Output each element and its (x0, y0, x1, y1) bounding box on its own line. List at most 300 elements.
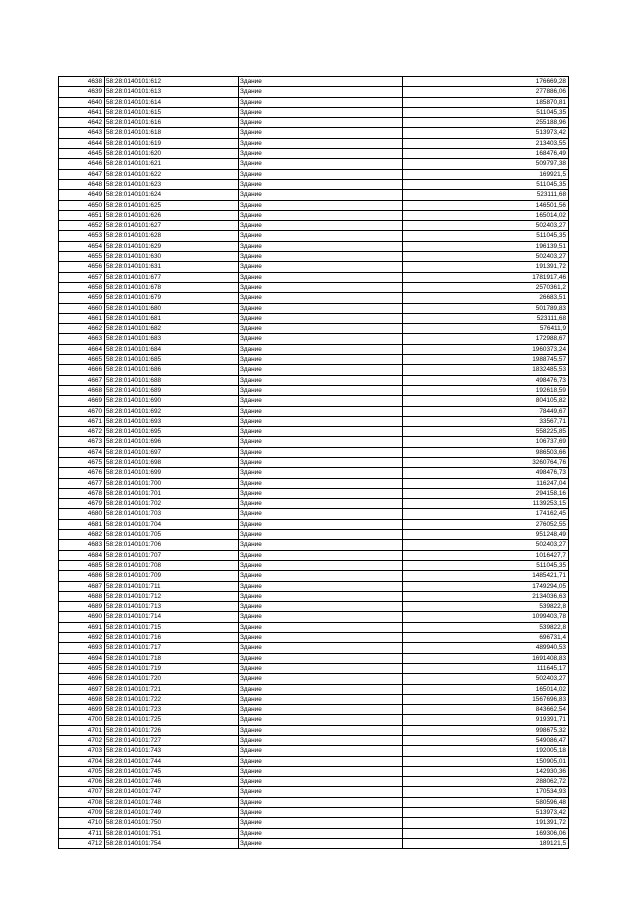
object-type-cell: Здание (239, 633, 403, 643)
object-type-cell: Здание (239, 396, 403, 406)
cadastral-value-cell: 142930,36 (403, 766, 569, 776)
table-row (59, 427, 569, 437)
cadastral-value-cell: 998675,32 (403, 725, 569, 735)
table-row (59, 241, 569, 251)
row-number-cell: 4712 (59, 838, 105, 848)
row-number-cell: 4652 (59, 221, 105, 231)
cadastral-number-cell: 58:28:0140101:715 (105, 622, 239, 632)
cadastral-number-cell: 58:28:0140101:706 (105, 540, 239, 550)
table-row (59, 179, 569, 189)
table-row (59, 530, 569, 540)
table-row (59, 282, 569, 292)
cadastral-number-cell: 58:28:0140101:623 (105, 179, 239, 189)
cadastral-number-cell: 58:28:0140101:751 (105, 828, 239, 838)
row-number-cell: 4649 (59, 190, 105, 200)
row-number-cell: 4644 (59, 138, 105, 148)
table-row (59, 602, 569, 612)
object-type-cell: Здание (239, 355, 403, 365)
cadastral-number-cell: 58:28:0140101:618 (105, 128, 239, 138)
object-type-cell: Здание (239, 190, 403, 200)
cadastral-value-cell: 843662,54 (403, 705, 569, 715)
row-number-cell: 4670 (59, 406, 105, 416)
row-number-cell: 4705 (59, 766, 105, 776)
object-type-cell: Здание (239, 241, 403, 251)
row-number-cell: 4671 (59, 416, 105, 426)
table-row (59, 303, 569, 313)
object-type-cell: Здание (239, 653, 403, 663)
object-type-cell: Здание (239, 252, 403, 262)
cadastral-value-cell: 511045,35 (403, 179, 569, 189)
cadastral-number-cell: 58:28:0140101:695 (105, 427, 239, 437)
cadastral-value-cell: 189121,5 (403, 838, 569, 848)
cadastral-value-cell: 549086,47 (403, 736, 569, 746)
cadastral-number-cell: 58:28:0140101:714 (105, 612, 239, 622)
cadastral-value-cell: 498476,73 (403, 468, 569, 478)
cadastral-value-cell: 1960373,24 (403, 344, 569, 354)
cadastral-number-cell: 58:28:0140101:684 (105, 344, 239, 354)
table-row (59, 488, 569, 498)
cadastral-number-cell: 58:28:0140101:703 (105, 509, 239, 519)
table-row (59, 149, 569, 159)
cadastral-number-cell: 58:28:0140101:630 (105, 252, 239, 262)
object-type-cell: Здание (239, 746, 403, 756)
table-row (59, 663, 569, 673)
row-number-cell: 4666 (59, 365, 105, 375)
object-type-cell: Здание (239, 674, 403, 684)
row-number-cell: 4669 (59, 396, 105, 406)
row-number-cell: 4662 (59, 324, 105, 334)
cadastral-value-cell: 111645,17 (403, 663, 569, 673)
row-number-cell: 4682 (59, 530, 105, 540)
object-type-cell: Здание (239, 427, 403, 437)
row-number-cell: 4708 (59, 797, 105, 807)
cadastral-value-cell: 951248,49 (403, 530, 569, 540)
cadastral-number-cell: 58:28:0140101:680 (105, 303, 239, 313)
row-number-cell: 4647 (59, 169, 105, 179)
cadastral-number-cell: 58:28:0140101:698 (105, 457, 239, 467)
cadastral-value-cell: 277886,06 (403, 87, 569, 97)
cadastral-number-cell: 58:28:0140101:702 (105, 499, 239, 509)
row-number-cell: 4684 (59, 550, 105, 560)
cadastral-value-cell: 276052,55 (403, 519, 569, 529)
object-type-cell: Здание (239, 530, 403, 540)
cadastral-value-cell: 2134036,63 (403, 591, 569, 601)
cadastral-value-cell: 539822,8 (403, 622, 569, 632)
cadastral-value-cell: 116247,04 (403, 478, 569, 488)
row-number-cell: 4698 (59, 694, 105, 704)
cadastral-value-cell: 3260764,76 (403, 457, 569, 467)
row-number-cell: 4655 (59, 252, 105, 262)
object-type-cell: Здание (239, 272, 403, 282)
cadastral-number-cell: 58:28:0140101:679 (105, 293, 239, 303)
object-type-cell: Здание (239, 622, 403, 632)
object-type-cell: Здание (239, 107, 403, 117)
row-number-cell: 4645 (59, 149, 105, 159)
table-row (59, 818, 569, 828)
cadastral-value-cell: 986503,66 (403, 447, 569, 457)
cadastral-value-cell: 191391,72 (403, 262, 569, 272)
cadastral-number-cell: 58:28:0140101:628 (105, 231, 239, 241)
cadastral-number-cell: 58:28:0140101:625 (105, 200, 239, 210)
object-type-cell: Здание (239, 777, 403, 787)
table-row (59, 365, 569, 375)
cadastral-number-cell: 58:28:0140101:707 (105, 550, 239, 560)
table-row (59, 581, 569, 591)
row-number-cell: 4654 (59, 241, 105, 251)
row-number-cell: 4683 (59, 540, 105, 550)
object-type-cell: Здание (239, 344, 403, 354)
row-number-cell: 4641 (59, 107, 105, 117)
table-row (59, 684, 569, 694)
cadastral-value-cell: 498476,73 (403, 375, 569, 385)
table-row (59, 571, 569, 581)
cadastral-value-cell: 1567696,83 (403, 694, 569, 704)
cadastral-value-cell: 1099403,78 (403, 612, 569, 622)
object-type-cell: Здание (239, 128, 403, 138)
cadastral-value-cell: 804105,82 (403, 396, 569, 406)
table-row (59, 499, 569, 509)
object-type-cell: Здание (239, 97, 403, 107)
cadastral-number-cell: 58:28:0140101:704 (105, 519, 239, 529)
cadastral-number-cell: 58:28:0140101:614 (105, 97, 239, 107)
cadastral-value-cell: 2570361,2 (403, 282, 569, 292)
table-row (59, 746, 569, 756)
cadastral-value-cell: 1691408,83 (403, 653, 569, 663)
object-type-cell: Здание (239, 571, 403, 581)
row-number-cell: 4640 (59, 97, 105, 107)
cadastral-value-cell: 502403,27 (403, 221, 569, 231)
object-type-cell: Здание (239, 313, 403, 323)
cadastral-value-cell: 513973,42 (403, 808, 569, 818)
cadastral-number-cell: 58:28:0140101:744 (105, 756, 239, 766)
cadastral-value-cell: 78449,67 (403, 406, 569, 416)
table-row (59, 591, 569, 601)
table-row (59, 406, 569, 416)
cadastral-number-cell: 58:28:0140101:621 (105, 159, 239, 169)
row-number-cell: 4693 (59, 643, 105, 653)
cadastral-value-cell: 696731,4 (403, 633, 569, 643)
table-body (59, 77, 569, 849)
object-type-cell: Здание (239, 334, 403, 344)
cadastral-value-cell: 185870,81 (403, 97, 569, 107)
table-row (59, 77, 569, 87)
table-row (59, 674, 569, 684)
table-row (59, 437, 569, 447)
cadastral-number-cell: 58:28:0140101:612 (105, 77, 239, 87)
cadastral-value-cell: 1988745,57 (403, 355, 569, 365)
cadastral-number-cell: 58:28:0140101:631 (105, 262, 239, 272)
cadastral-value-cell: 169921,5 (403, 169, 569, 179)
cadastral-number-cell: 58:28:0140101:745 (105, 766, 239, 776)
object-type-cell: Здание (239, 293, 403, 303)
object-type-cell: Здание (239, 437, 403, 447)
row-number-cell: 4699 (59, 705, 105, 715)
table-row (59, 252, 569, 262)
cadastral-value-cell: 1832485,53 (403, 365, 569, 375)
object-type-cell: Здание (239, 756, 403, 766)
cadastral-value-cell: 511045,35 (403, 107, 569, 117)
cadastral-value-cell: 513973,42 (403, 128, 569, 138)
cadastral-value-cell: 1016427,7 (403, 550, 569, 560)
table-row (59, 766, 569, 776)
table-row (59, 344, 569, 354)
table-row (59, 447, 569, 457)
cadastral-value-cell: 255188,96 (403, 118, 569, 128)
cadastral-number-cell: 58:28:0140101:717 (105, 643, 239, 653)
object-type-cell: Здание (239, 231, 403, 241)
row-number-cell: 4702 (59, 736, 105, 746)
cadastral-number-cell: 58:28:0140101:726 (105, 725, 239, 735)
table-row (59, 705, 569, 715)
object-type-cell: Здание (239, 149, 403, 159)
row-number-cell: 4638 (59, 77, 105, 87)
object-type-cell: Здание (239, 612, 403, 622)
object-type-cell: Здание (239, 365, 403, 375)
cadastral-number-cell: 58:28:0140101:723 (105, 705, 239, 715)
table-row (59, 169, 569, 179)
object-type-cell: Здание (239, 684, 403, 694)
object-type-cell: Здание (239, 828, 403, 838)
row-number-cell: 4692 (59, 633, 105, 643)
object-type-cell: Здание (239, 282, 403, 292)
table-row (59, 97, 569, 107)
table-row (59, 190, 569, 200)
row-number-cell: 4668 (59, 385, 105, 395)
row-number-cell: 4658 (59, 282, 105, 292)
table-row (59, 128, 569, 138)
cadastral-number-cell: 58:28:0140101:613 (105, 87, 239, 97)
table-row (59, 355, 569, 365)
table-row (59, 159, 569, 169)
object-type-cell: Здание (239, 591, 403, 601)
table-row (59, 313, 569, 323)
cadastral-number-cell: 58:28:0140101:683 (105, 334, 239, 344)
cadastral-value-cell: 106737,69 (403, 437, 569, 447)
table-row (59, 509, 569, 519)
cadastral-value-cell: 294158,16 (403, 488, 569, 498)
table-row (59, 519, 569, 529)
row-number-cell: 4681 (59, 519, 105, 529)
cadastral-number-cell: 58:28:0140101:747 (105, 787, 239, 797)
row-number-cell: 4686 (59, 571, 105, 581)
object-type-cell: Здание (239, 550, 403, 560)
cadastral-number-cell: 58:28:0140101:681 (105, 313, 239, 323)
object-type-cell: Здание (239, 694, 403, 704)
cadastral-value-cell: 523111,68 (403, 190, 569, 200)
table-row (59, 797, 569, 807)
row-number-cell: 4694 (59, 653, 105, 663)
object-type-cell: Здание (239, 447, 403, 457)
object-type-cell: Здание (239, 118, 403, 128)
cadastral-value-cell: 511045,35 (403, 231, 569, 241)
object-type-cell: Здание (239, 179, 403, 189)
table-row (59, 653, 569, 663)
cadastral-number-cell: 58:28:0140101:624 (105, 190, 239, 200)
table-row (59, 138, 569, 148)
object-type-cell: Здание (239, 787, 403, 797)
cadastral-value-cell: 213403,55 (403, 138, 569, 148)
row-number-cell: 4646 (59, 159, 105, 169)
cadastral-table (58, 76, 569, 849)
cadastral-value-cell: 33567,71 (403, 416, 569, 426)
table-row (59, 694, 569, 704)
row-number-cell: 4651 (59, 210, 105, 220)
cadastral-number-cell: 58:28:0140101:677 (105, 272, 239, 282)
cadastral-number-cell: 58:28:0140101:719 (105, 663, 239, 673)
row-number-cell: 4696 (59, 674, 105, 684)
object-type-cell: Здание (239, 509, 403, 519)
table-row (59, 416, 569, 426)
cadastral-value-cell: 26683,51 (403, 293, 569, 303)
cadastral-value-cell: 501789,83 (403, 303, 569, 313)
cadastral-value-cell: 288062,72 (403, 777, 569, 787)
table-row (59, 231, 569, 241)
row-number-cell: 4701 (59, 725, 105, 735)
object-type-cell: Здание (239, 766, 403, 776)
cadastral-number-cell: 58:28:0140101:716 (105, 633, 239, 643)
cadastral-number-cell: 58:28:0140101:629 (105, 241, 239, 251)
cadastral-number-cell: 58:28:0140101:749 (105, 808, 239, 818)
cadastral-number-cell: 58:28:0140101:705 (105, 530, 239, 540)
cadastral-value-cell: 919391,71 (403, 715, 569, 725)
table-row (59, 221, 569, 231)
cadastral-value-cell: 509797,38 (403, 159, 569, 169)
object-type-cell: Здание (239, 262, 403, 272)
object-type-cell: Здание (239, 499, 403, 509)
row-number-cell: 4678 (59, 488, 105, 498)
cadastral-number-cell: 58:28:0140101:725 (105, 715, 239, 725)
table-row (59, 540, 569, 550)
row-number-cell: 4661 (59, 313, 105, 323)
cadastral-number-cell: 58:28:0140101:688 (105, 375, 239, 385)
object-type-cell: Здание (239, 602, 403, 612)
cadastral-number-cell: 58:28:0140101:750 (105, 818, 239, 828)
cadastral-number-cell: 58:28:0140101:754 (105, 838, 239, 848)
table-row (59, 118, 569, 128)
row-number-cell: 4679 (59, 499, 105, 509)
cadastral-value-cell: 165014,02 (403, 684, 569, 694)
table-row (59, 643, 569, 653)
row-number-cell: 4639 (59, 87, 105, 97)
table-row (59, 725, 569, 735)
cadastral-number-cell: 58:28:0140101:713 (105, 602, 239, 612)
object-type-cell: Здание (239, 324, 403, 334)
object-type-cell: Здание (239, 725, 403, 735)
cadastral-number-cell: 58:28:0140101:678 (105, 282, 239, 292)
object-type-cell: Здание (239, 468, 403, 478)
cadastral-value-cell: 192618,59 (403, 385, 569, 395)
cadastral-value-cell: 174162,45 (403, 509, 569, 519)
object-type-cell: Здание (239, 808, 403, 818)
row-number-cell: 4643 (59, 128, 105, 138)
row-number-cell: 4674 (59, 447, 105, 457)
row-number-cell: 4704 (59, 756, 105, 766)
table-row (59, 375, 569, 385)
object-type-cell: Здание (239, 705, 403, 715)
cadastral-number-cell: 58:28:0140101:718 (105, 653, 239, 663)
row-number-cell: 4697 (59, 684, 105, 694)
row-number-cell: 4659 (59, 293, 105, 303)
object-type-cell: Здание (239, 581, 403, 591)
cadastral-number-cell: 58:28:0140101:619 (105, 138, 239, 148)
cadastral-number-cell: 58:28:0140101:615 (105, 107, 239, 117)
object-type-cell: Здание (239, 138, 403, 148)
cadastral-value-cell: 1139253,15 (403, 499, 569, 509)
row-number-cell: 4664 (59, 344, 105, 354)
cadastral-value-cell: 170534,93 (403, 787, 569, 797)
row-number-cell: 4703 (59, 746, 105, 756)
object-type-cell: Здание (239, 210, 403, 220)
table-row (59, 262, 569, 272)
row-number-cell: 4667 (59, 375, 105, 385)
cadastral-number-cell: 58:28:0140101:626 (105, 210, 239, 220)
table-row (59, 838, 569, 848)
row-number-cell: 4642 (59, 118, 105, 128)
cadastral-number-cell: 58:28:0140101:697 (105, 447, 239, 457)
cadastral-number-cell: 58:28:0140101:627 (105, 221, 239, 231)
object-type-cell: Здание (239, 519, 403, 529)
object-type-cell: Здание (239, 643, 403, 653)
cadastral-number-cell: 58:28:0140101:711 (105, 581, 239, 591)
table-row (59, 787, 569, 797)
object-type-cell: Здание (239, 221, 403, 231)
row-number-cell: 4657 (59, 272, 105, 282)
row-number-cell: 4650 (59, 200, 105, 210)
row-number-cell: 4656 (59, 262, 105, 272)
object-type-cell: Здание (239, 385, 403, 395)
table-row (59, 756, 569, 766)
cadastral-number-cell: 58:28:0140101:748 (105, 797, 239, 807)
table-row (59, 828, 569, 838)
cadastral-value-cell: 580596,48 (403, 797, 569, 807)
row-number-cell: 4687 (59, 581, 105, 591)
object-type-cell: Здание (239, 478, 403, 488)
object-type-cell: Здание (239, 457, 403, 467)
cadastral-number-cell: 58:28:0140101:700 (105, 478, 239, 488)
cadastral-value-cell: 1749294,05 (403, 581, 569, 591)
cadastral-value-cell: 192005,18 (403, 746, 569, 756)
row-number-cell: 4690 (59, 612, 105, 622)
table-row (59, 612, 569, 622)
cadastral-number-cell: 58:28:0140101:685 (105, 355, 239, 365)
cadastral-number-cell: 58:28:0140101:709 (105, 571, 239, 581)
object-type-cell: Здание (239, 736, 403, 746)
object-type-cell: Здание (239, 303, 403, 313)
cadastral-value-cell: 1781917,46 (403, 272, 569, 282)
row-number-cell: 4706 (59, 777, 105, 787)
cadastral-value-cell: 489940,53 (403, 643, 569, 653)
row-number-cell: 4672 (59, 427, 105, 437)
table-row (59, 468, 569, 478)
object-type-cell: Здание (239, 87, 403, 97)
table-row (59, 87, 569, 97)
table-row (59, 736, 569, 746)
table-row (59, 210, 569, 220)
cadastral-value-cell: 176669,28 (403, 77, 569, 87)
row-number-cell: 4675 (59, 457, 105, 467)
row-number-cell: 4663 (59, 334, 105, 344)
table-row (59, 560, 569, 570)
object-type-cell: Здание (239, 169, 403, 179)
table-row (59, 293, 569, 303)
table-row (59, 478, 569, 488)
table-row (59, 633, 569, 643)
table-row (59, 622, 569, 632)
cadastral-value-cell: 191391,72 (403, 818, 569, 828)
cadastral-value-cell: 502403,27 (403, 252, 569, 262)
row-number-cell: 4700 (59, 715, 105, 725)
object-type-cell: Здание (239, 715, 403, 725)
